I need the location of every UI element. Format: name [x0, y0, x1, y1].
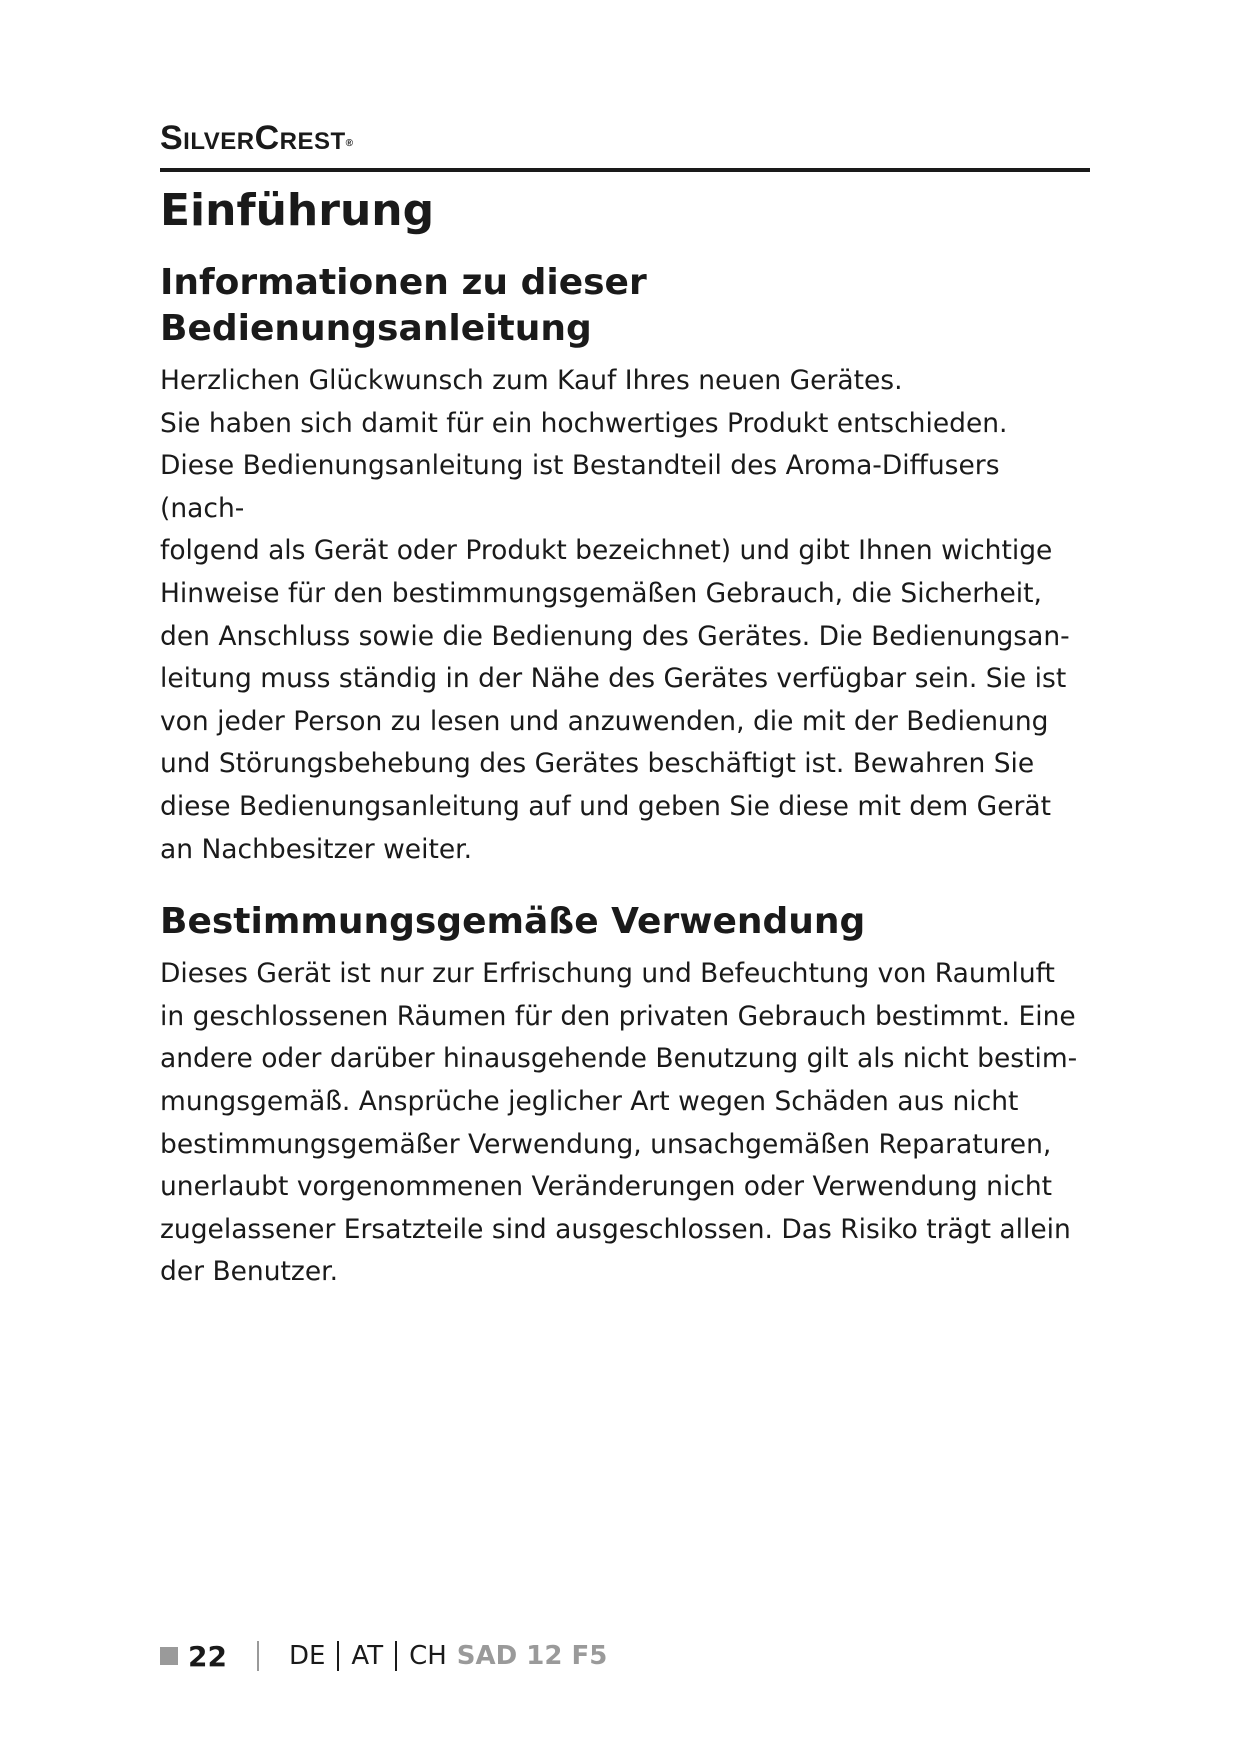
page-content	[160, 118, 1090, 1294]
header-rule	[160, 168, 1090, 172]
brand-logo	[160, 118, 1090, 158]
page-footer	[160, 1636, 607, 1676]
lang-separator	[337, 1641, 339, 1671]
section-heading-intended-use: Bestimmungsgemäße Verwendung	[160, 901, 866, 943]
section-text-information: Herzlichen Glückwunsch zum Kauf Ihres neuen Gerätes. Sie haben sich damit für ein hochwertiges Produkt entschieden. Diese Bedienungsanleitung ist Bestandteil des Aroma-Diffusers (nach- folgend als Gerät oder Produkt bezeichnet) und gibt Ihnen wichtige Hinweise für den bestimmungsgemäßen Gebrauch, die Sicherheit, den Anschluss sowie die Bedienung des Gerätes. Die Bedienungsan- leitung muss ständig in der Nähe des Gerätes verfügbar sein. Sie ist von jeder Person zu lesen und anzuwenden, die mit der Bedienung und Störungsbehebung des Gerätes beschäftigt ist. Bewahren Sie diese Bedienungsanleitung auf und geben Sie diese mit dem Gerät an Nachbesitzer weiter.	[160, 365, 1070, 865]
brand-name: SilverCrest	[160, 119, 346, 157]
lang-at: AT	[351, 1641, 384, 1671]
page-number: 22	[188, 1639, 227, 1673]
lang-de: DE	[288, 1641, 326, 1671]
model-number: SAD 12 F5	[456, 1641, 608, 1671]
lang-ch: CH	[409, 1641, 447, 1671]
section-text-intended-use: Dieses Gerät ist nur zur Erfrischung und Befeuchtung von Raumluft in geschlossenen Räumen für den privaten Gebrauch bestimmt. Eine andere oder darüber hinausgehende Benutzung gilt als nicht bestim- mungsgemäß. Ansprüche jeglicher Art wegen Schäden aus nicht bestimmungsgemäßer Verwendung, unsachgemäßen Reparaturen, unerlaubt vorgenommenen Veränderungen oder Verwendung nicht zugelassener Ersatzteile sind ausgeschlossen. Das Risiko trägt allein der Benutzer.	[160, 958, 1078, 1288]
page-title: Einführung	[160, 185, 435, 236]
lang-separator	[395, 1641, 397, 1671]
footer-square-icon	[160, 1647, 178, 1665]
section-heading-information: Informationen zu dieser Bedienungsanleitung	[160, 262, 647, 349]
brand-registered-mark: ®	[345, 138, 354, 149]
footer-divider	[257, 1641, 259, 1671]
